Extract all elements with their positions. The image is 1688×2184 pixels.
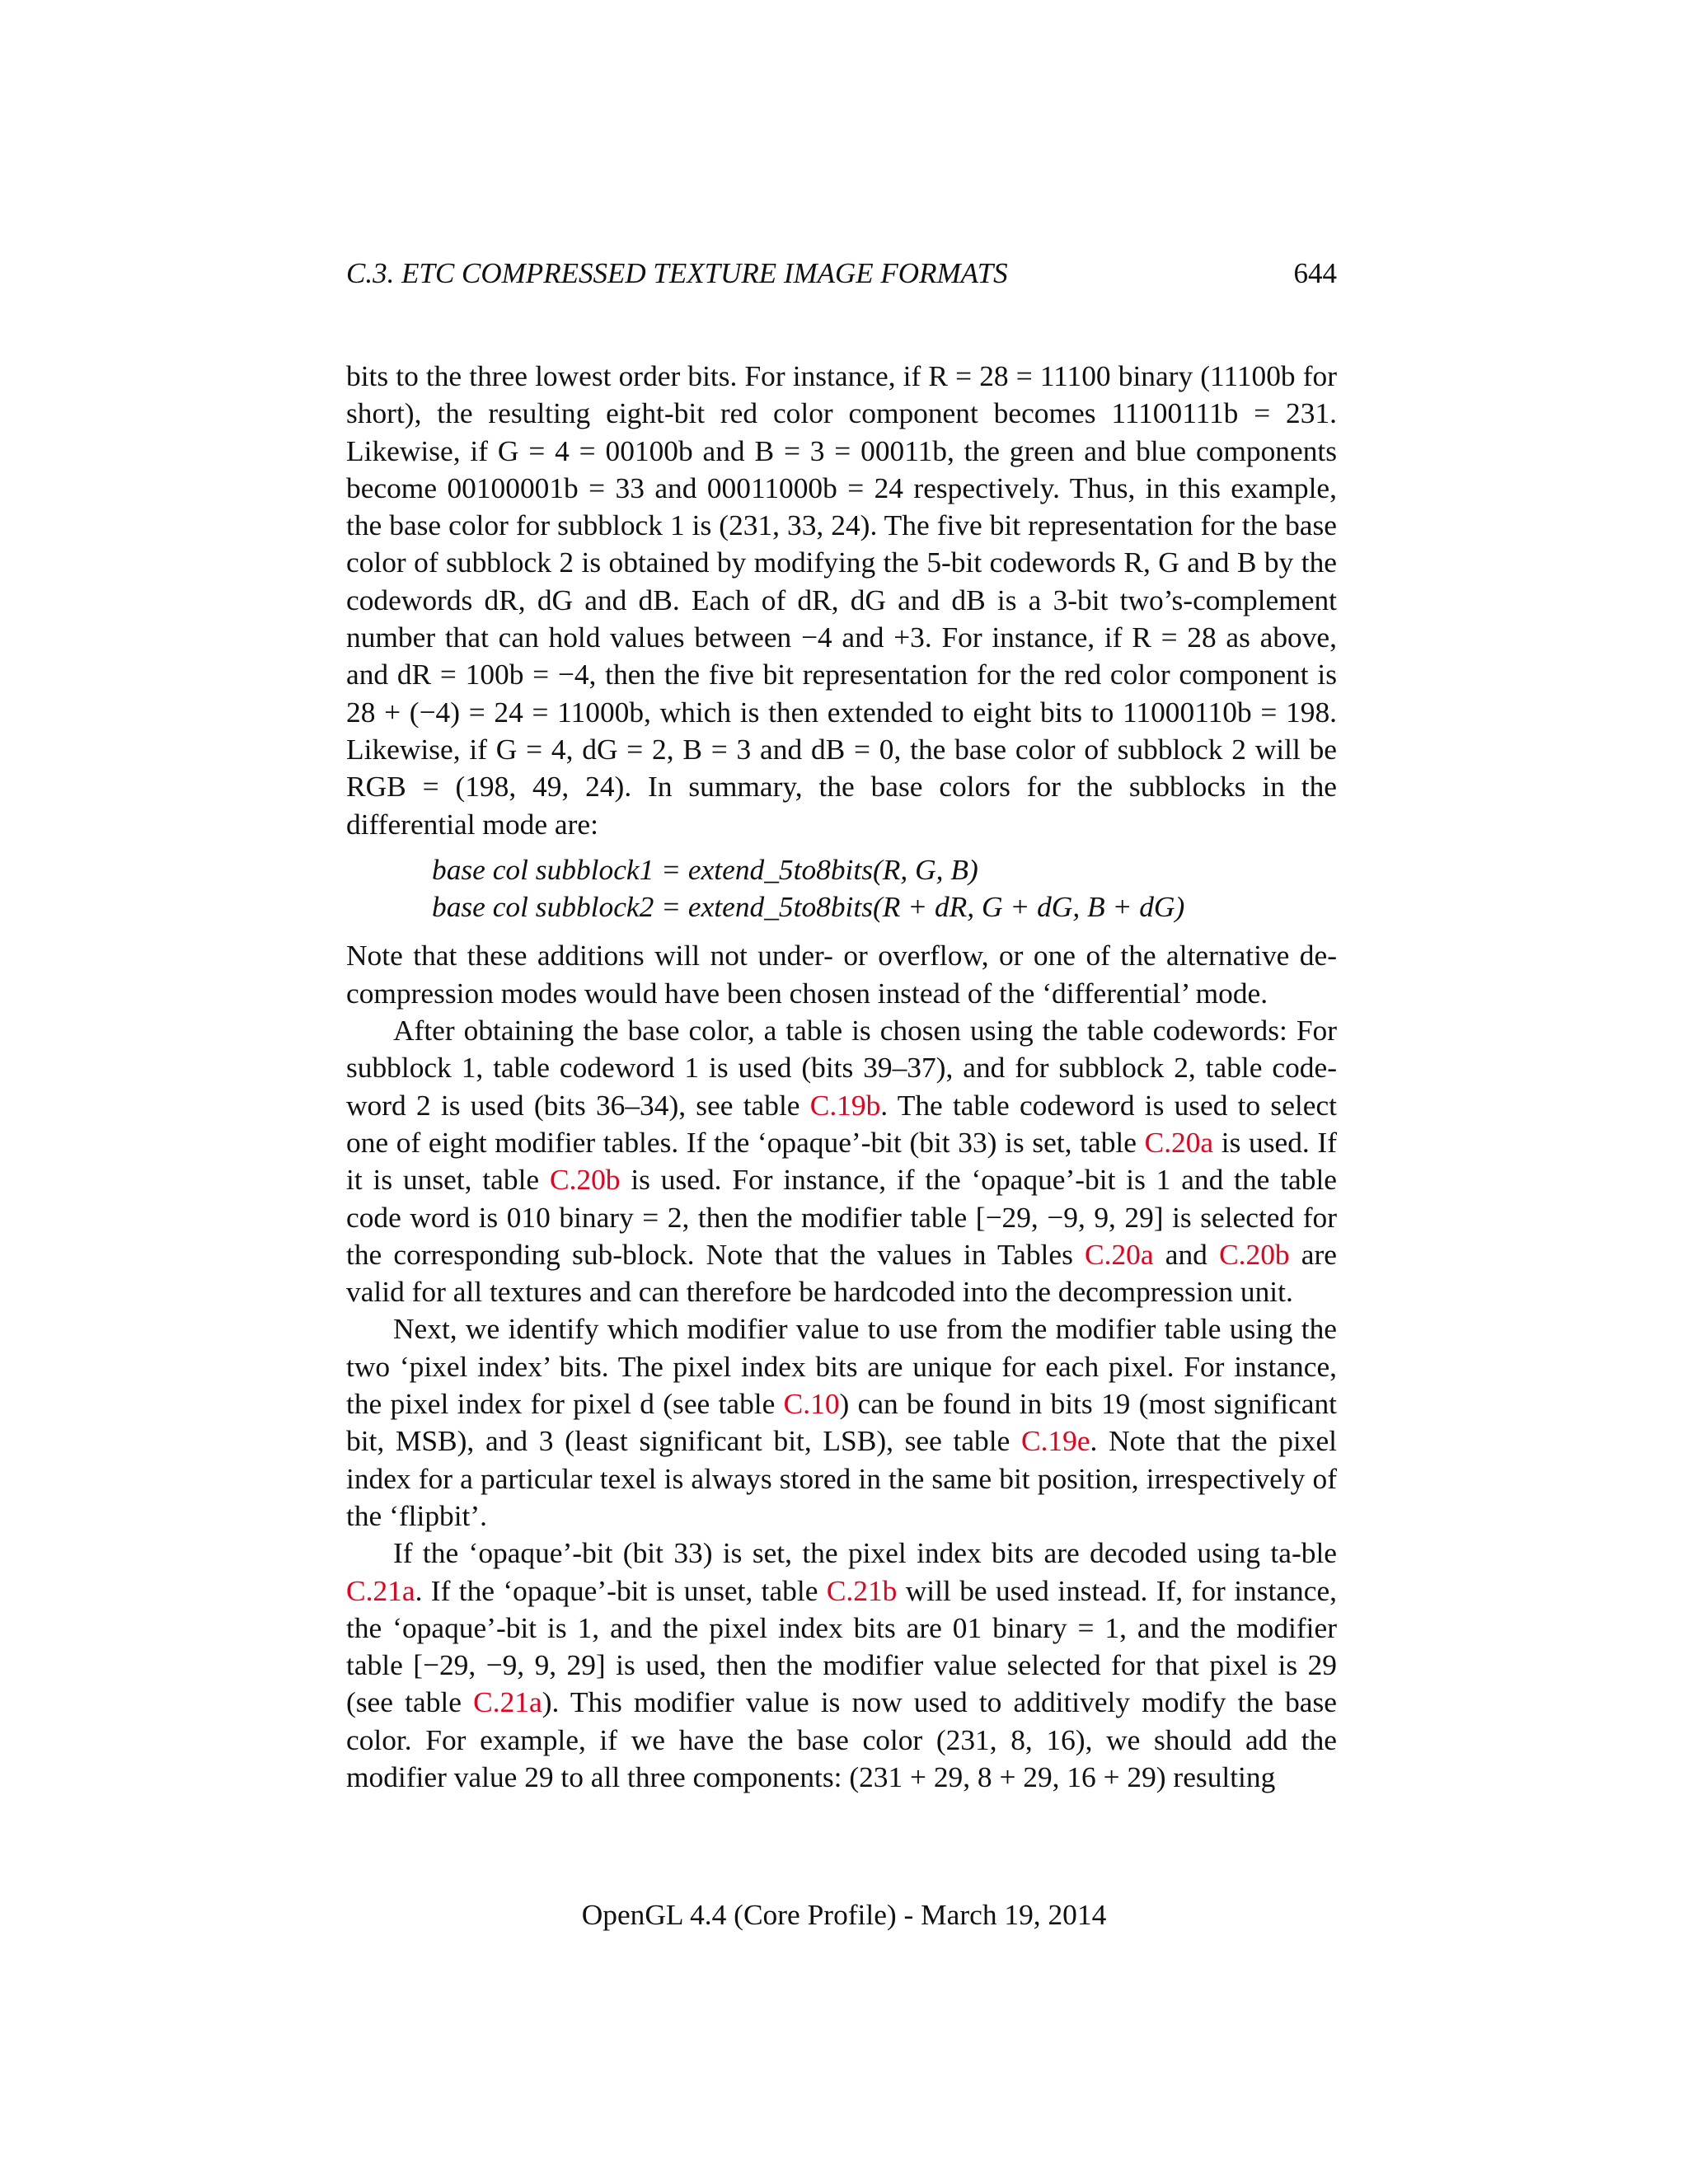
ref-link-c19b[interactable]: C.19b xyxy=(809,1088,881,1122)
paragraph-text: are valid for all textures and can therefore be hardcoded into the decompression unit. xyxy=(346,1237,1337,1309)
paragraph-text: If the ‘opaque’-bit (bit 33) is set, the pixel index bits are decoded using ta-ble xyxy=(393,1536,1337,1570)
paragraph-base-color xyxy=(346,358,1337,843)
page-body xyxy=(346,358,1337,1796)
paragraph-overflow-note xyxy=(346,937,1337,1012)
paragraph-text: . Note that the pixel index for a particular texel is always stored in the same bit position, irrespectively of the ‘flipbit’. xyxy=(346,1424,1337,1532)
ref-link-c20a[interactable]: C.20a xyxy=(1144,1125,1214,1159)
ref-link-c19e[interactable]: C.19e xyxy=(1020,1424,1090,1458)
paragraph-text: ). This modifier value is now used to additively modify the base color. For example, if we have the base color (231, 8, 16), we should add the modifier value 29 to all three components: (231 + 29, 8 + 29, 16 + 29) resulting xyxy=(346,1685,1337,1793)
paragraph-table-codewords xyxy=(346,1012,1337,1310)
ref-link-c21a[interactable]: C.21a xyxy=(346,1573,415,1607)
paragraph-text: and xyxy=(1153,1237,1220,1271)
paragraph-opaque-bit xyxy=(346,1535,1337,1796)
paragraph-text: Note that these additions will not under- or overflow, or one of the alternative de-compression modes would have been chosen instead of the ‘differential’ mode. xyxy=(346,939,1337,1010)
paragraph-text: will be used instead. If, for instance, the ‘opaque’-bit is 1, and the pixel index bits are 01 binary = 1, and the modifier table [−29, −9, 9, 29] is used, then the modifier value selected for that pixel is 29 (see table xyxy=(346,1573,1338,1719)
ref-link-c20a[interactable]: C.20a xyxy=(1085,1237,1154,1271)
paragraph-text: ) can be found in bits 19 (most significant bit, MSB), and 3 (least significant bit, LSB), see table xyxy=(346,1387,1337,1458)
paragraph-text: bits to the three lowest order bits. For instance, if R = 28 = 11100 binary (11100b for short), the resulting eight-bit red color component becomes 11100111b = 231. Likewise, if G = 4 = 00100b and B = 3 = 00011b, the green and blue components become 00100001b = 33 and 00011000b = 24 respectively. Thus, in this example, the base color for subblock 1 is (231, 33, 24). The five bit representation for the base color of subblock 2 is obtained by modifying the 5-bit codewords R, G and B by the codewords dR, dG and dB. Each of dR, dG and dB is a 3-bit two’s-complement number that can hold values between −4 and +3. For instance, if R = 28 as above, and dR = 100b = −4, then the five bit representation for the red color component is 28 + (−4) = 24 = 11000b, which is then extended to eight bits to 11000110b = 198. Likewise, if G = 4, dG = 2, B = 3 and dB = 0, the base color of subblock 2 will be RGB = (198, 49, 24). In summary, the base colors for the subblocks in the differential mode are: xyxy=(346,359,1337,841)
equation-block xyxy=(432,851,1337,926)
ref-link-c10[interactable]: C.10 xyxy=(783,1387,840,1421)
paragraph-text: After obtaining the base color, a table is chosen using the table codewords: For subblock 1, table codeword 1 is used (bits 39–37), and for subblock 2, table code-word 2 is used (bits 36–34), see table xyxy=(346,1014,1337,1122)
paragraph-text: . If the ‘opaque’-bit is unset, table xyxy=(415,1573,827,1607)
page-footer: OpenGL 4.4 (Core Profile) - March 19, 2014 xyxy=(581,1898,1107,1931)
equation-subblock1: base col subblock1 = extend_5to8bits(R, G, B) xyxy=(432,852,978,886)
page-number: 644 xyxy=(1293,257,1337,289)
paragraph-text: is used. For instance, if the ‘opaque’-bit is 1 and the table code word is 010 binary = 2, then the modifier table [−29, −9, 9, 29] is selected for the corresponding sub-block. Note that the values in Tables xyxy=(346,1163,1337,1271)
paragraph-text: . The table codeword is used to select one of eight modifier tables. If the ‘opaque’-bit (bit 33) is set, table xyxy=(346,1088,1337,1159)
paragraph-pixel-index xyxy=(346,1310,1337,1535)
paragraph-text: Next, we identify which modifier value to use from the modifier table using the two ‘pixel index’ bits. The pixel index bits are unique for each pixel. For instance, the pixel index for pixel d (see table xyxy=(346,1312,1337,1421)
section-title: C.3. ETC COMPRESSED TEXTURE IMAGE FORMATS xyxy=(346,257,1008,289)
running-header xyxy=(346,257,1337,298)
ref-link-c20b[interactable]: C.20b xyxy=(549,1163,621,1197)
equation-subblock2: base col subblock2 = extend_5to8bits(R + dR, G + dG, B + dG) xyxy=(432,890,1185,924)
paragraph-text: is used. If it is unset, table xyxy=(346,1125,1337,1197)
ref-link-c20b[interactable]: C.20b xyxy=(1219,1237,1290,1271)
ref-link-c21b[interactable]: C.21b xyxy=(826,1573,898,1607)
ref-link-c21a[interactable]: C.21a xyxy=(473,1685,542,1719)
